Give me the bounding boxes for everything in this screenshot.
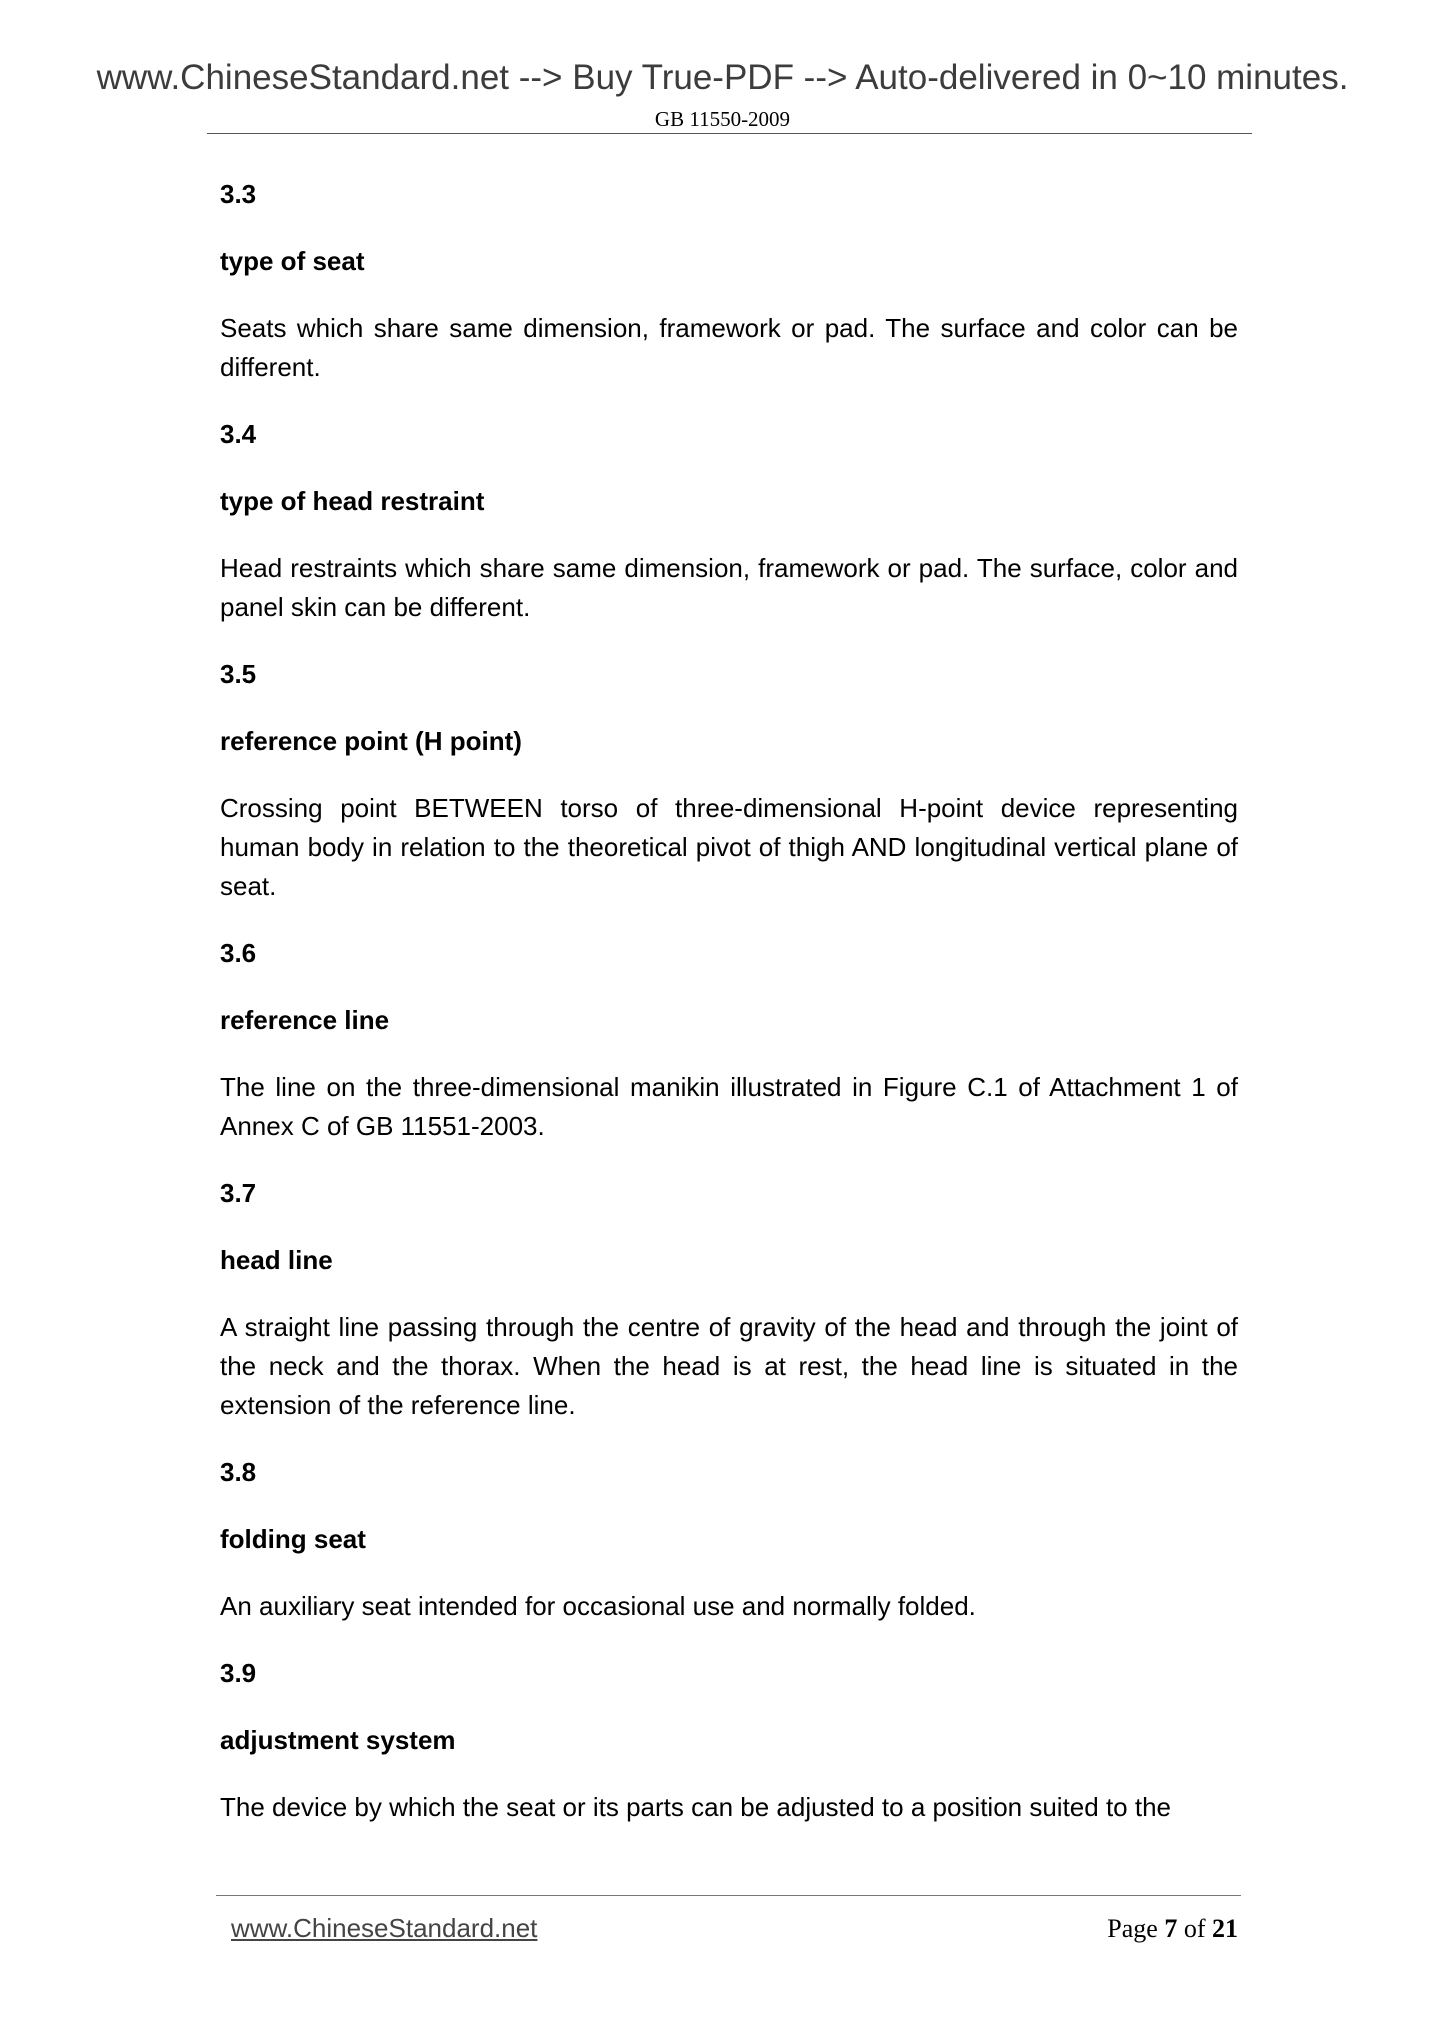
section-definition: A straight line passing through the centre of gravity of the head and through the joint of the neck and the thorax. When the head is at rest, the head line is situated in the extension of the reference line. (220, 1312, 1238, 1420)
section-definition: An auxiliary seat intended for occasional use and normally folded. (220, 1591, 976, 1621)
section-number: 3.3 (220, 179, 257, 209)
section-term: type of head restraint (220, 486, 485, 516)
section-term: folding seat (220, 1524, 366, 1554)
page-label: Page (1107, 1914, 1158, 1943)
section-3-5 (220, 655, 1238, 906)
section-definition: Seats which share same dimension, framework or pad. The surface and color can be different. (220, 313, 1238, 382)
section-number: 3.6 (220, 938, 257, 968)
section-number: 3.4 (220, 419, 257, 449)
section-number: 3.5 (220, 659, 257, 689)
page-of: of (1183, 1914, 1206, 1943)
standard-code: GB 11550-2009 (654, 107, 791, 131)
section-3-7 (220, 1174, 1238, 1425)
footer-site-link[interactable]: www.ChineseStandard.net (231, 1913, 538, 1943)
section-term: reference line (220, 1005, 390, 1035)
section-term: head line (220, 1245, 333, 1275)
section-definition: Crossing point BETWEEN torso of three-dimensional H-point device representing human body in relation to the theoretical pivot of thigh AND longitudinal vertical plane of seat. (220, 793, 1238, 901)
section-number: 3.8 (220, 1457, 257, 1487)
section-3-3 (220, 175, 1238, 387)
section-number: 3.9 (220, 1658, 257, 1688)
section-definition: The device by which the seat or its parts can be adjusted to a position suited to the (220, 1792, 1172, 1822)
section-term: adjustment system (220, 1725, 456, 1755)
section-term: type of seat (220, 246, 365, 276)
site-banner: www.ChineseStandard.net --> Buy True-PDF --> Auto-delivered in 0~10 minutes. (96, 58, 1349, 97)
section-definition: The line on the three-dimensional manikin illustrated in Figure C.1 of Attachment 1 of Annex C of GB 11551-2003. (220, 1072, 1238, 1141)
page-total: 21 (1212, 1914, 1238, 1943)
page-number (1107, 1912, 1238, 1946)
header-divider (207, 133, 1252, 134)
section-3-4 (220, 415, 1238, 627)
section-3-6 (220, 934, 1238, 1146)
section-term: reference point (H point) (220, 726, 522, 756)
section-3-8 (220, 1453, 1238, 1626)
document-body (220, 175, 1238, 1855)
section-number: 3.7 (220, 1178, 257, 1208)
section-3-9 (220, 1654, 1238, 1827)
section-definition: Head restraints which share same dimension, framework or pad. The surface, color and panel skin can be different. (220, 553, 1238, 622)
footer-divider (216, 1895, 1241, 1896)
page-current: 7 (1164, 1914, 1178, 1943)
